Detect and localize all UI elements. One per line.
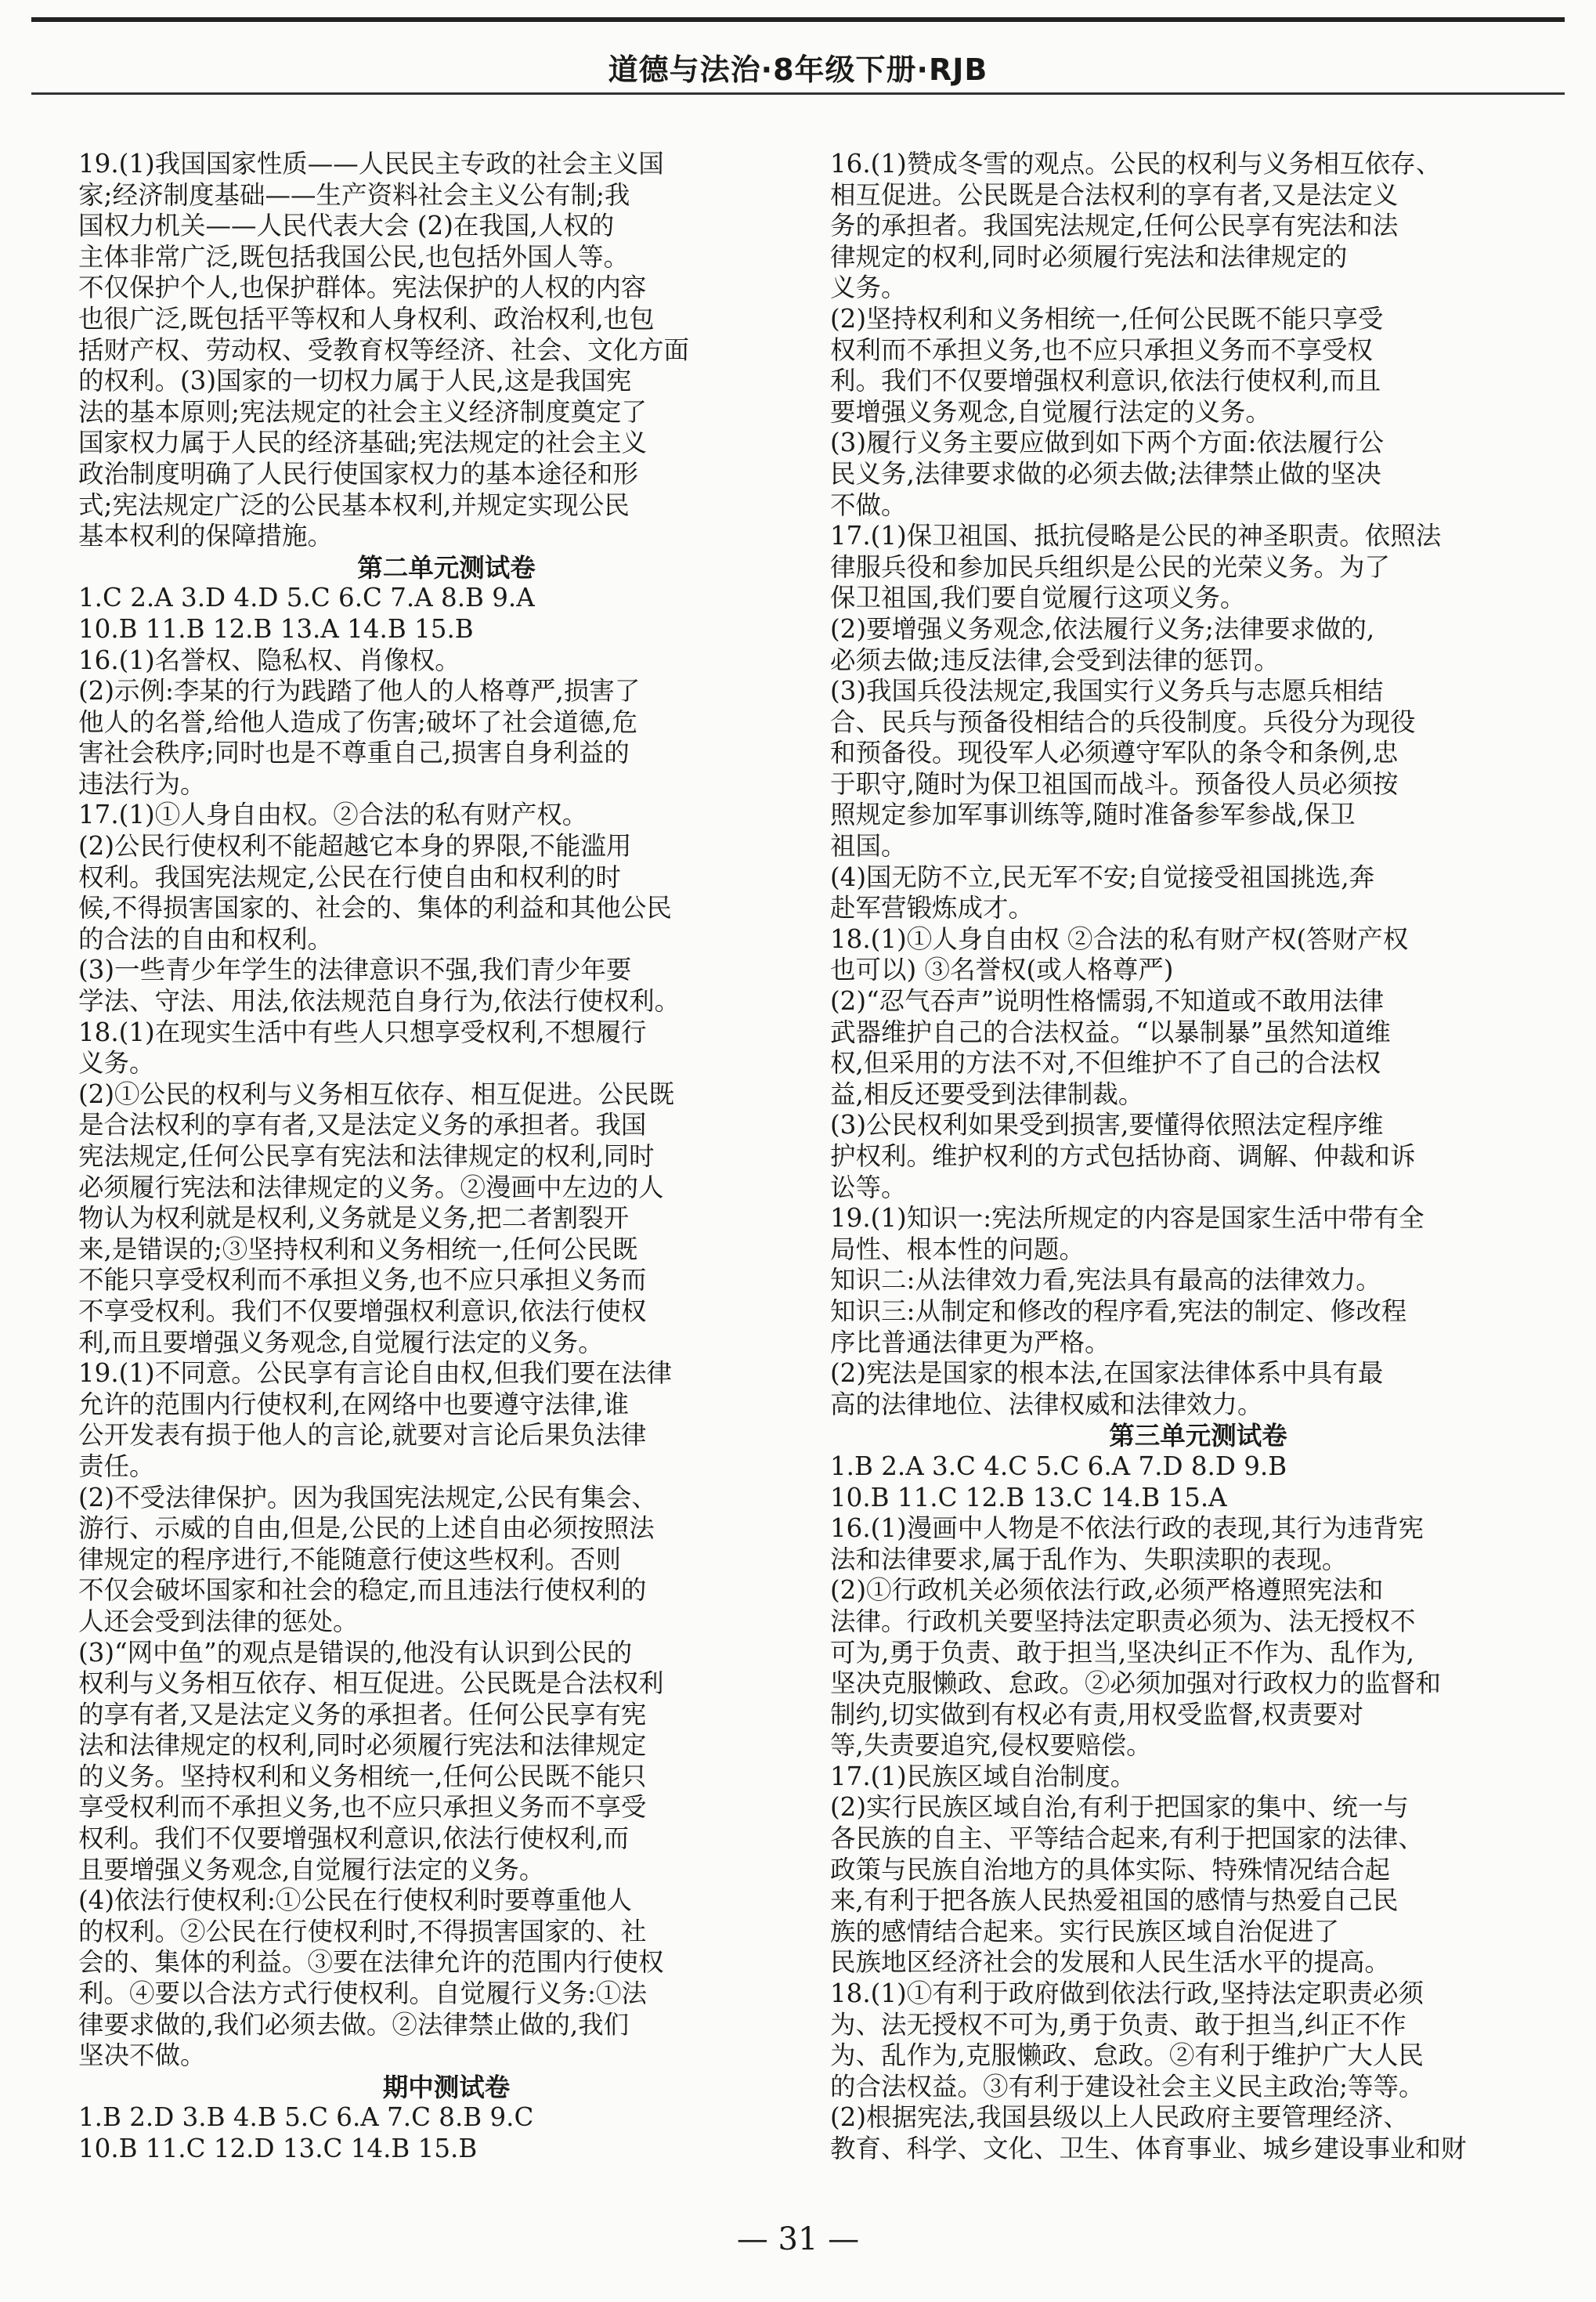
- text-line: 民义务,法律要求做的必须去做;法律禁止做的坚决: [830, 458, 1381, 489]
- text-line: 讼等。: [830, 1172, 907, 1202]
- text-line: (2)宪法是国家的根本法,在国家法律体系中具有最: [830, 1358, 1384, 1389]
- text-line: 责任。: [78, 1451, 155, 1481]
- text-line: 的权利。(3)国家的一切权力属于人民,这是我国宪: [78, 366, 632, 396]
- text-line: 的合法的自由和权利。: [78, 923, 334, 954]
- text-line: 族的感情结合起来。实行民族区域自治促进了: [830, 1916, 1340, 1946]
- text-line: 1.B 2.A 3.C 4.C 5.C 6.A 7.D 8.D 9.B: [830, 1451, 1287, 1481]
- text-line: 相互促进。公民既是合法权利的享有者,又是法定义: [830, 179, 1399, 210]
- text-line: (2)①公民的权利与义务相互依存、相互促进。公民既: [78, 1079, 675, 1109]
- text-line: 10.B 11.B 12.B 13.A 14.B 15.B: [78, 613, 474, 644]
- text-line: 务的承担者。我国宪法规定,任何公民享有宪法和法: [830, 211, 1399, 241]
- text-line: 坚决克服懒政、怠政。②必须加强对行政权力的监督和: [830, 1668, 1442, 1699]
- section-heading: 第二单元测试卷: [357, 551, 536, 583]
- text-line: (3)公民权利如果受到损害,要懂得依照法定程序维: [830, 1110, 1384, 1140]
- text-line: 候,不得损害国家的、社会的、集体的利益和其他公民: [78, 893, 672, 923]
- text-line: 和预备役。现役军人必须遵守军队的条令和条例,忠: [830, 738, 1399, 768]
- text-line: 教育、科学、文化、卫生、体育事业、城乡建设事业和财: [830, 2134, 1467, 2163]
- text-line: 18.(1)①有利于政府做到依法行政,坚持法定职责必须: [830, 1979, 1424, 2009]
- text-line: 护权利。维护权利的方式包括协商、调解、仲裁和诉: [830, 1141, 1416, 1171]
- text-line: 的享有者,又是法定义务的承担者。任何公民享有宪: [78, 1699, 647, 1729]
- text-line: 游行、示威的自由,但是,公民的上述自由必须按照法: [78, 1513, 655, 1544]
- text-line: 国权力机关——人民代表大会 (2)在我国,人权的: [78, 211, 615, 241]
- text-line: 权利而不承担义务,也不应只承担义务而不享受权: [830, 334, 1373, 365]
- top-border-rule: [31, 17, 1565, 22]
- text-line: 17.(1)保卫祖国、抵抗侵略是公民的神圣职责。依照法: [830, 521, 1442, 551]
- text-line: 16.(1)名誉权、隐私权、肖像权。: [78, 645, 460, 675]
- text-line: (2)“忍气吞声”说明性格懦弱,不知道或不敢用法律: [830, 986, 1385, 1017]
- text-line: 为、法无授权不可为,勇于负责、敢于担当,纠正不作: [830, 2009, 1406, 2040]
- text-line: 权,但采用的方法不对,不但维护不了自己的合法权: [830, 1048, 1381, 1079]
- text-line: 为、乱作为,克服懒政、怠政。②有利于维护广大人民: [830, 2040, 1424, 2071]
- text-line: 的义务。坚持权利和义务相统一,任何公民既不能只: [78, 1761, 647, 1791]
- text-line: 坚决不做。: [78, 2040, 206, 2071]
- text-line: 16.(1)赞成冬雪的观点。公民的权利与义务相互依存、: [830, 149, 1442, 179]
- text-line: 19.(1)我国国家性质——人民民主专政的社会主义国: [78, 149, 664, 179]
- text-line: 武器维护自己的合法权益。“以暴制暴”虽然知道维: [830, 1017, 1391, 1047]
- text-line: (4)依法行使权利:①公民在行使权利时要尊重他人: [78, 1885, 632, 1916]
- text-line: 祖国。: [830, 831, 907, 862]
- text-line: 不仅会破坏国家和社会的稳定,而且违法行使权利的: [78, 1575, 647, 1606]
- text-line: (3)一些青少年学生的法律意识不强,我们青少年要: [78, 955, 632, 985]
- text-line: (3)履行义务主要应做到如下两个方面:依法履行公: [830, 428, 1384, 458]
- text-line: 享受权利而不承担义务,也不应只承担义务而不享受: [78, 1792, 647, 1823]
- page-header-title: 道德与法治·8年级下册·RJB: [608, 52, 988, 87]
- text-line: 学法、守法、用法,依法规范自身行为,依法行使权利。: [78, 986, 681, 1017]
- text-line: 益,相反还要受到法律制裁。: [830, 1079, 1144, 1109]
- text-line: 利。④要以合法方式行使权利。自觉履行义务:①法: [78, 1979, 647, 2009]
- text-line: 义务。: [830, 273, 907, 303]
- text-line: 19.(1)不同意。公民享有言论自由权,但我们要在法律: [78, 1358, 673, 1389]
- header-divider: [31, 92, 1565, 95]
- text-line: 知识三:从制定和修改的程序看,宪法的制定、修改程: [830, 1296, 1407, 1326]
- text-line: 等,失责要追究,侵权要赔偿。: [830, 1730, 1152, 1761]
- text-line: 法律。行政机关要坚持法定职责必须为、法无授权不: [830, 1606, 1416, 1636]
- text-line: 局性、根本性的问题。: [830, 1234, 1085, 1264]
- section-heading: 第三单元测试卷: [1109, 1420, 1287, 1451]
- text-line: 各民族的自主、平等结合起来,有利于把国家的法律、: [830, 1823, 1424, 1854]
- text-line: 不能只享受权利而不承担义务,也不应只承担义务而: [78, 1265, 647, 1296]
- text-line: 高的法律地位、法律权威和法律效力。: [830, 1389, 1263, 1419]
- text-line: 10.B 11.C 12.D 13.C 14.B 15.B: [78, 2134, 478, 2163]
- text-line: 法的基本原则;宪法规定的社会主义经济制度奠定了: [78, 396, 647, 427]
- text-line: (2)要增强义务观念,依法履行义务;法律要求做的,: [830, 613, 1375, 644]
- page-number: — 31 —: [736, 2221, 860, 2257]
- text-line: (2)①行政机关必须依法行政,必须严格遵照宪法和: [830, 1575, 1384, 1606]
- text-line: (2)示例:李某的行为践踏了他人的人格尊严,损害了: [78, 676, 641, 707]
- text-line: 制约,切实做到有权必有责,用权受监督,权责要对: [830, 1699, 1363, 1729]
- text-line: 不做。: [830, 490, 907, 520]
- text-line: 必须履行宪法和法律规定的义务。②漫画中左边的人: [78, 1172, 664, 1202]
- text-line: 主体非常广泛,既包括我国公民,也包括外国人等。: [78, 241, 630, 272]
- text-line: 公开发表有损于他人的言论,就要对言论后果负法律: [78, 1420, 647, 1451]
- text-line: 会的、集体的利益。③要在法律允许的范围内行使权: [78, 1947, 664, 1978]
- text-line: (2)公民行使权利不能超越它本身的界限,不能滥用: [78, 831, 632, 862]
- text-line: 家;经济制度基础——生产资料社会主义公有制;我: [78, 179, 630, 210]
- text-line: 也可以) ③名誉权(或人格尊严): [830, 955, 1174, 985]
- text-line: (2)坚持权利和义务相统一,任何公民既不能只享受: [830, 303, 1384, 334]
- text-line: 也很广泛,既包括平等权和人身权利、政治权利,也包: [78, 303, 655, 334]
- section-heading: 期中测试卷: [382, 2071, 511, 2102]
- text-line: 必须去做;违反法律,会受到法律的惩罚。: [830, 645, 1280, 675]
- text-line: 来,有利于把各族人民热爱祖国的感情与热爱自己民: [830, 1885, 1399, 1916]
- text-line: 知识二:从法律效力看,宪法具有最高的法律效力。: [830, 1265, 1381, 1296]
- text-line: 18.(1)①人身自由权 ②合法的私有财产权(答财产权: [830, 923, 1409, 954]
- text-line: 赴军营锻炼成才。: [830, 893, 1035, 923]
- text-line: 来,是错误的;③坚持权利和义务相统一,任何公民既: [78, 1234, 638, 1264]
- text-line: (2)实行民族区域自治,有利于把国家的集中、统一与: [830, 1792, 1409, 1823]
- text-line: 序比普通法律更为严格。: [830, 1327, 1110, 1357]
- text-line: 于职守,随时为保卫祖国而战斗。预备役人员必须按: [830, 768, 1399, 799]
- text-line: 括财产权、劳动权、受教育权等经济、社会、文化方面: [78, 334, 690, 365]
- text-line: 律要求做的,我们必须去做。②法律禁止做的,我们: [78, 2009, 630, 2040]
- text-line: 不享受权利。我们不仅要增强权利意识,依法行使权: [78, 1296, 647, 1326]
- text-line: 允许的范围内行使权利,在网络中也要遵守法律,谁: [78, 1389, 630, 1419]
- text-line: 照规定参加军事训练等,随时准备参军参战,保卫: [830, 800, 1356, 830]
- text-line: 权利。我国宪法规定,公民在行使自由和权利的时: [78, 862, 621, 892]
- text-line: 政策与民族自治地方的具体实际、特殊情况结合起: [830, 1854, 1391, 1885]
- text-line: 律规定的权利,同时必须履行宪法和法律规定的: [830, 241, 1348, 272]
- text-line: 法和法律要求,属于乱作为、失职渎职的表现。: [830, 1544, 1348, 1574]
- text-line: 利。我们不仅要增强权利意识,依法行使权利,而且: [830, 366, 1381, 396]
- text-line: (2)根据宪法,我国县级以上人民政府主要管理经济、: [830, 2102, 1409, 2133]
- text-line: 国家权力属于人民的经济基础;宪法规定的社会主义: [78, 428, 647, 458]
- text-line: 保卫祖国,我们要自觉履行这项义务。: [830, 583, 1246, 613]
- text-line: 物认为权利就是权利,义务就是义务,把二者割裂开: [78, 1203, 630, 1234]
- text-line: 1.B 2.D 3.B 4.B 5.C 6.A 7.C 8.B 9.C: [78, 2102, 534, 2133]
- text-line: 权利与义务相互依存、相互促进。公民既是合法权利: [78, 1668, 664, 1699]
- text-line: 16.(1)漫画中人物是不依法行政的表现,其行为违背宪: [830, 1513, 1424, 1544]
- text-line: 10.B 11.C 12.B 13.C 14.B 15.A: [830, 1482, 1227, 1512]
- text-line: 政治制度明确了人民行使国家权力的基本途径和形: [78, 458, 639, 489]
- text-line: 违法行为。: [78, 768, 206, 799]
- text-line: 人还会受到法律的惩处。: [78, 1606, 359, 1636]
- right-text-column: [830, 149, 1566, 2185]
- text-line: 利,而且要增强义务观念,自觉履行法定的义务。: [78, 1327, 604, 1357]
- text-line: 义务。: [78, 1048, 155, 1079]
- text-line: (4)国无防不立,民无军不安;自觉接受祖国挑选,奔: [830, 862, 1375, 892]
- text-line: 1.C 2.A 3.D 4.D 5.C 6.C 7.A 8.B 9.A: [78, 583, 535, 613]
- text-line: 害社会秩序;同时也是不尊重自己,损害自身利益的: [78, 738, 630, 768]
- text-line: 不仅保护个人,也保护群体。宪法保护的人权的内容: [78, 273, 647, 303]
- text-line: 律规定的程序进行,不能随意行使这些权利。否则: [78, 1544, 621, 1574]
- text-line: (3)我国兵役法规定,我国实行义务兵与志愿兵相结: [830, 676, 1384, 707]
- text-line: 式;宪法规定广泛的公民基本权利,并规定实现公民: [78, 490, 630, 520]
- text-line: 18.(1)在现实生活中有些人只想享受权利,不想履行: [78, 1017, 647, 1047]
- text-line: (3)“网中鱼”的观点是错误的,他没有认识到公民的: [78, 1637, 633, 1668]
- text-line: 他人的名誉,给他人造成了伤害;破坏了社会道德,危: [78, 707, 638, 737]
- text-line: 法和法律规定的权利,同时必须履行宪法和法律规定: [78, 1730, 647, 1761]
- text-line: 19.(1)知识一:宪法所规定的内容是国家生活中带有全: [830, 1203, 1424, 1234]
- text-line: 且要增强义务观念,自觉履行法定的义务。: [78, 1854, 545, 1885]
- left-text-column: [78, 149, 814, 2185]
- text-line: 17.(1)民族区域自治制度。: [830, 1761, 1136, 1791]
- text-line: (2)不受法律保护。因为我国宪法规定,公民有集会、: [78, 1482, 657, 1512]
- text-line: 可为,勇于负责、敢于担当,坚决纠正不作为、乱作为,: [830, 1637, 1414, 1668]
- text-line: 的合法权益。③有利于建设社会主义民主政治;等等。: [830, 2071, 1424, 2101]
- text-line: 17.(1)①人身自由权。②合法的私有财产权。: [78, 800, 588, 830]
- text-line: 权利。我们不仅要增强权利意识,依法行使权利,而: [78, 1823, 630, 1854]
- text-line: 合、民兵与预备役相结合的兵役制度。兵役分为现役: [830, 707, 1416, 737]
- text-line: 要增强义务观念,自觉履行法定的义务。: [830, 396, 1271, 427]
- text-line: 是合法权利的享有者,又是法定义务的承担者。我国: [78, 1110, 647, 1140]
- text-line: 基本权利的保障措施。: [78, 521, 334, 551]
- text-line: 律服兵役和参加民兵组织是公民的光荣义务。为了: [830, 551, 1391, 582]
- text-line: 的权利。②公民在行使权利时,不得损害国家的、社: [78, 1916, 647, 1946]
- text-line: 宪法规定,任何公民享有宪法和法律规定的权利,同时: [78, 1141, 655, 1171]
- text-line: 民族地区经济社会的发展和人民生活水平的提高。: [830, 1947, 1391, 1978]
